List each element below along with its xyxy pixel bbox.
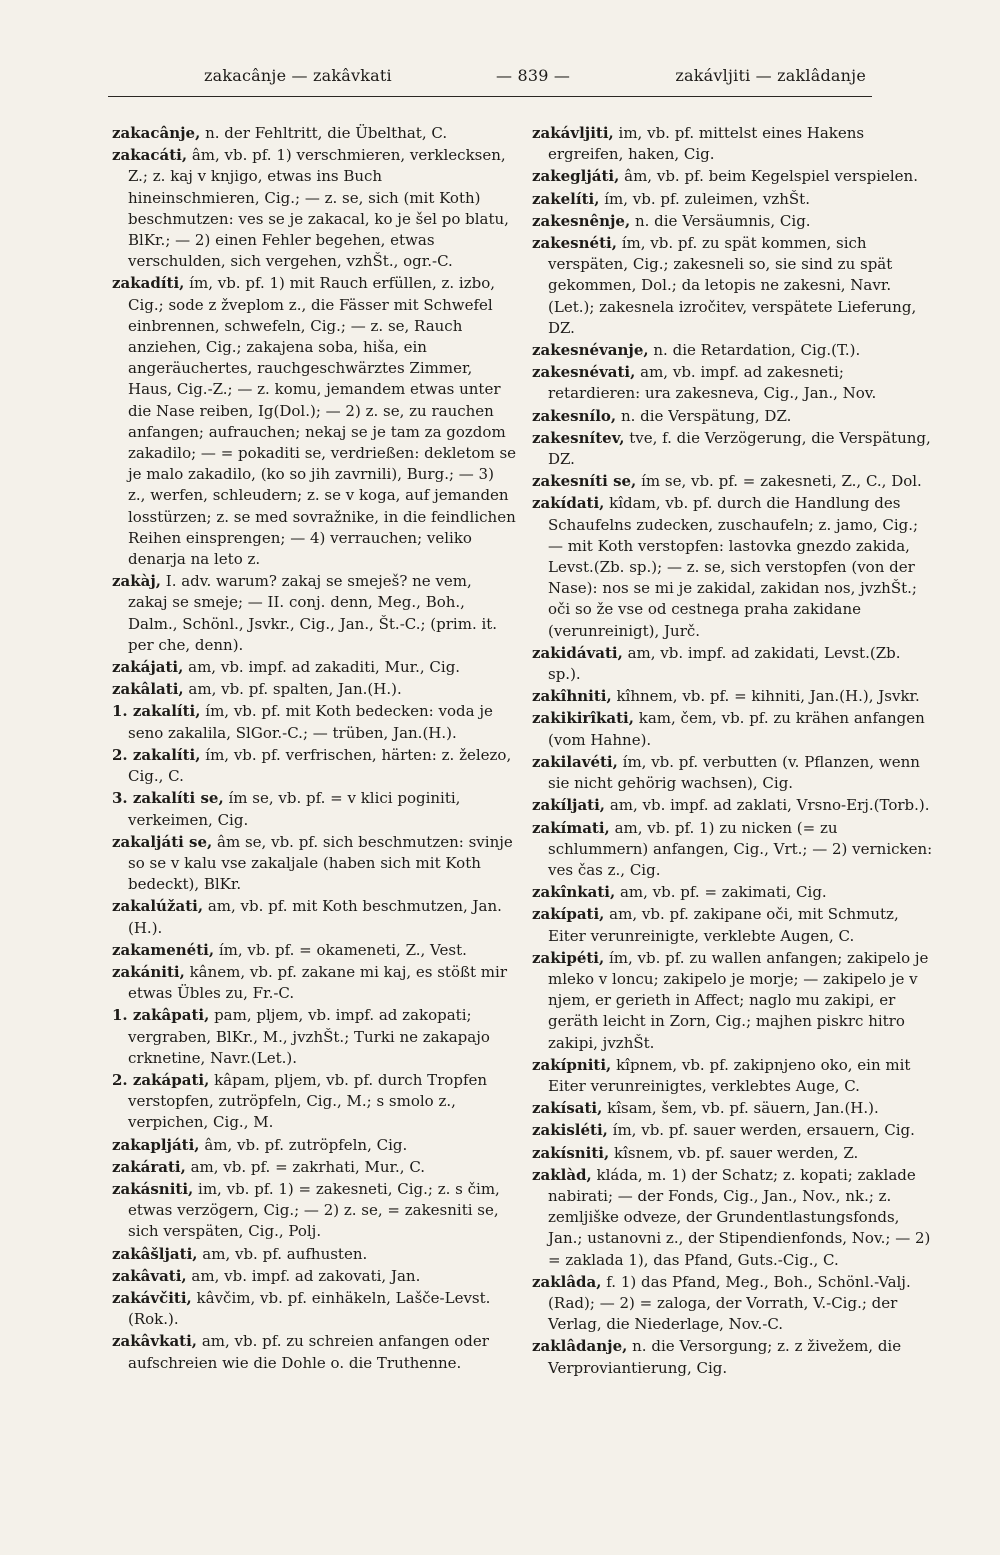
entry-definition: am, vb. impf. ad zaklati, Vrsno-Erj.(Torb.). bbox=[609, 796, 930, 815]
entry-headword: zakíljati, bbox=[532, 796, 606, 815]
entry-definition: tve, f. die Verzögerung, die Verspätung, DZ. bbox=[548, 428, 931, 469]
entry-definition: kâvčim, vb. pf. einhäkeln, Lašče-Levst.(Rok.). bbox=[128, 1288, 491, 1329]
entry-headword: zakadíti, bbox=[112, 274, 185, 293]
entry-headword: zakamenéti, bbox=[112, 940, 215, 959]
entry-headword: zakísati, bbox=[532, 1099, 603, 1118]
entry-definition: ím, vb. pf. sauer werden, ersauern, Cig. bbox=[612, 1121, 915, 1140]
entry-definition: am, vb. impf. ad zakesneti; retardieren: ura zakesneva, Cig., Jan., Nov. bbox=[548, 363, 877, 403]
dictionary-entry bbox=[532, 948, 936, 1054]
dictionary-entry bbox=[112, 1244, 516, 1265]
dictionary-entry bbox=[532, 686, 936, 707]
entry-definition: n. die Versäumnis, Cig. bbox=[634, 211, 811, 230]
entry-headword: zakapljáti, bbox=[112, 1135, 200, 1154]
entry-headword: zakásniti, bbox=[112, 1179, 194, 1198]
entry-definition: n. die Verspätung, DZ. bbox=[620, 406, 792, 425]
entry-definition: am, vb. pf. = zakrhati, Mur., C. bbox=[190, 1157, 426, 1176]
dictionary-entry bbox=[112, 1005, 516, 1069]
entry-definition: im, vb. pf. 1) = zakesneti, Cig.; z. s čim, etwas verzögern, Cig.; — 2) z. se, = zakesniti se, sich verspäten, Cig., Polj. bbox=[128, 1179, 500, 1241]
entry-definition: I. adv. warum? zakaj se smeješ? ne vem, zakaj se smeje; — II. conj. denn, Meg., Boh., Dalm., Schönl., Jsvkr., Cig., Jan., Št.-C.; (prim. it. per che, denn). bbox=[128, 572, 498, 654]
entry-definition: kânem, vb. pf. zakane mi kaj, es stößt mir etwas Übles zu, Fr.-C. bbox=[128, 962, 507, 1003]
dictionary-entry bbox=[112, 745, 516, 787]
dictionary-entry bbox=[532, 471, 936, 492]
dictionary-entry bbox=[112, 1179, 516, 1243]
entry-definition: am, vb. pf. zakipane oči, mit Schmutz, Eiter verunreinigte, verklebte Augen, C. bbox=[548, 905, 899, 945]
header-left-guideword: zakacânje — zakâvkati bbox=[204, 66, 392, 85]
dictionary-entry bbox=[532, 1143, 936, 1164]
dictionary-entry bbox=[532, 428, 936, 470]
entry-definition: kîsam, šem, vb. pf. säuern, Jan.(H.). bbox=[607, 1099, 879, 1118]
entry-headword: zaklâda, bbox=[532, 1272, 602, 1291]
dictionary-entry bbox=[112, 571, 516, 656]
entry-headword: zakînkati, bbox=[532, 883, 616, 902]
dictionary-entry bbox=[112, 1070, 516, 1134]
entry-definition: ím, vb. pf. mit Koth bedecken: voda je seno zakalila, SlGor.-C.; — trüben, Jan.(H.). bbox=[128, 702, 493, 742]
entry-headword: zakesnílo, bbox=[532, 406, 617, 425]
entry-headword: zakîhniti, bbox=[532, 687, 612, 706]
entry-definition: kîhnem, vb. pf. = kihniti, Jan.(H.), Jsvkr. bbox=[616, 687, 920, 706]
dictionary-entry bbox=[532, 406, 936, 427]
entry-headword: zakesnênje, bbox=[532, 211, 631, 230]
dictionary-entry bbox=[532, 882, 936, 903]
dictionary-entry bbox=[532, 233, 936, 339]
dictionary-entry bbox=[112, 788, 516, 830]
entry-headword: zakidávati, bbox=[532, 643, 623, 662]
entry-definition: pam, pljem, vb. impf. ad zakopati; vergraben, BlKr., M., jvzhŠt.; Turki ne zakapajo crknetine, Navr.(Let.). bbox=[128, 1006, 490, 1067]
dictionary-entry bbox=[112, 1135, 516, 1156]
entry-headword: zakípati, bbox=[532, 905, 605, 924]
dictionary-entry bbox=[532, 340, 936, 361]
entry-definition: n. die Versorgung; z. z živežem, die Verproviantierung, Cig. bbox=[548, 1337, 902, 1377]
dictionary-entry bbox=[112, 123, 516, 144]
entry-headword: zakikirîkati, bbox=[532, 709, 634, 728]
dictionary-entry bbox=[532, 1098, 936, 1119]
entry-headword: zakávčiti, bbox=[112, 1288, 192, 1307]
entry-definition: âm, vb. pf. beim Kegelspiel verspielen. bbox=[624, 167, 918, 186]
dictionary-entry bbox=[112, 273, 516, 570]
entry-headword: zakísniti, bbox=[532, 1143, 610, 1162]
entry-definition: kláda, m. 1) der Schatz; z. kopati; zaklade nabirati; — der Fonds, Cig., Jan., Nov., nk.; z. zemljiške odveze, der Grundentlastungsfonds, Jan.; ustanovni z., der Stipendienfonds, Nov.; — 2) = zaklada 1), das Pfand, Guts.-Cig., C. bbox=[548, 1165, 931, 1269]
entry-definition: ím, vb. pf. zu wallen anfangen; zakipelo je mleko v loncu; zakipelo je morje; — zakipelo je v njem, er gerieth in Affect; naglo mu zakipi, er geräth leicht in Zorn, Cig.; majhen piskrc hitro zakipi, jvzhŠt. bbox=[548, 948, 929, 1052]
entry-headword: zakacânje, bbox=[112, 124, 201, 142]
entry-definition: am, vb. impf. ad zakovati, Jan. bbox=[191, 1266, 421, 1285]
entry-definition: am, vb. impf. ad zakaditi, Mur., Cig. bbox=[188, 658, 461, 677]
entry-headword: zakájati, bbox=[112, 658, 184, 677]
entry-headword: zakelíti, bbox=[532, 189, 600, 208]
entry-headword: zakegljáti, bbox=[532, 167, 620, 186]
entry-headword: zaklâdanje, bbox=[532, 1337, 628, 1356]
dictionary-entry bbox=[532, 493, 936, 641]
header-right-guideword: zakávljiti — zaklâdanje bbox=[675, 66, 866, 85]
entry-headword: zakesnévati, bbox=[532, 363, 636, 382]
dictionary-entry bbox=[532, 211, 936, 232]
page-number: — 839 — bbox=[496, 66, 571, 85]
entry-headword: zakaljáti se, bbox=[112, 832, 213, 851]
entry-headword: zakilavéti, bbox=[532, 752, 618, 771]
entry-definition: ím se, vb. pf. = zakesneti, Z., C., Dol. bbox=[641, 472, 922, 491]
entry-definition: ím, vb. pf. verbutten (v. Pflanzen, wenn sie nicht gehörig wachsen), Cig. bbox=[548, 752, 920, 793]
entry-definition: n. der Fehltritt, die Übelthat, C. bbox=[205, 124, 448, 142]
dictionary-entry bbox=[112, 1288, 516, 1330]
dictionary-entry bbox=[532, 818, 936, 882]
entry-headword: zakesnévanje, bbox=[532, 341, 649, 360]
dictionary-entry bbox=[532, 643, 936, 685]
entry-definition: ím, vb. pf. = okameneti, Z., Vest. bbox=[218, 940, 467, 959]
entry-headword: zakídati, bbox=[532, 494, 605, 513]
dictionary-entry bbox=[532, 708, 936, 750]
dictionary-entry bbox=[112, 145, 516, 272]
dictionary-entry bbox=[112, 896, 516, 938]
entry-definition: ím, vb. pf. verfrischen, härten: z. železo, Cig., C. bbox=[128, 745, 512, 786]
dictionary-entry bbox=[112, 962, 516, 1004]
dictionary-entry bbox=[112, 832, 516, 896]
entry-definition: ím, vb. pf. zuleimen, vzhŠt. bbox=[604, 189, 810, 208]
entry-definition: kîdam, vb. pf. durch die Handlung des Schaufelns zudecken, zuschaufeln; z. jamo, Cig.; — mit Koth verstopfen: lastovka gnezdo zakida, Levst.(Zb. sp.); — z. se, sich verstopfen (von der Nase): nos se mi je zakidal, zakidan nos, jvzhŠt.; oči so že vse od cestnega praha zakidane (verunreinigt), Jurč. bbox=[548, 494, 919, 640]
dictionary-entry bbox=[532, 362, 936, 404]
dictionary-entry bbox=[112, 1331, 516, 1373]
entry-definition: kîpnem, vb. pf. zakipnjeno oko, ein mit Eiter verunreinigtes, verklebtes Auge, C. bbox=[548, 1055, 911, 1095]
entry-headword: 2. zakápati, bbox=[112, 1070, 210, 1089]
entry-definition: ím, vb. pf. zu spät kommen, sich verspäten, Cig.; zakesneli so, sie sind zu spät gekommen, Dol.; da letopis ne zakesni, Navr.(Let.); zakesnela izročitev, verspätete Lieferung, DZ. bbox=[548, 234, 917, 337]
dictionary-entry bbox=[532, 1336, 936, 1378]
entry-headword: zaklàd, bbox=[532, 1165, 592, 1184]
entry-headword: zakipéti, bbox=[532, 948, 605, 967]
dictionary-entry bbox=[112, 1157, 516, 1178]
entry-headword: zakâlati, bbox=[112, 680, 184, 699]
entry-definition: am, vb. pf. = zakimati, Cig. bbox=[619, 883, 827, 902]
dictionary-entry bbox=[532, 123, 936, 165]
dictionary-entry bbox=[112, 1266, 516, 1287]
entry-definition: âm, vb. pf. zutröpfeln, Cig. bbox=[204, 1135, 408, 1154]
entry-definition: im, vb. pf. mittelst eines Hakens ergreifen, haken, Cig. bbox=[548, 124, 865, 164]
entry-headword: zakâšljati, bbox=[112, 1244, 198, 1263]
entry-definition: am, vb. pf. spalten, Jan.(H.). bbox=[188, 680, 402, 699]
dictionary-entry bbox=[532, 904, 936, 946]
entry-definition: kâpam, pljem, vb. pf. durch Tropfen verstopfen, zutröpfeln, Cig., M.; s smolo z., verpichen, Cig., M. bbox=[128, 1070, 488, 1132]
dictionary-entry bbox=[112, 701, 516, 743]
entry-definition: am, vb. pf. zu schreien anfangen oder aufschreien wie die Dohle o. die Truthenne. bbox=[128, 1332, 489, 1372]
left-column bbox=[112, 123, 516, 1375]
entry-headword: zakâvati, bbox=[112, 1266, 187, 1285]
entry-definition: âm, vb. pf. 1) verschmieren, verklecksen, Z.; z. kaj v knjigo, etwas ins Buch hineinschmieren, Cig.; — z. se, sich (mit Koth) beschmutzen: ves se je zakacal, ko je šel po blatu, BlKr.; — 2) einen Fehler begehen, etwas verschulden, sich vergehen, vzhŠt., ogr.-C. bbox=[128, 146, 509, 271]
dictionary-entry bbox=[532, 1272, 936, 1336]
dictionary-entry bbox=[532, 189, 936, 210]
entry-definition: am, vb. pf. mit Koth beschmutzen, Jan.(H.). bbox=[128, 897, 502, 937]
entry-definition: ím, vb. pf. 1) mit Rauch erfüllen, z. izbo, Cig.; sode z žveplom z., die Fässer mit Schwefel einbrennen, schwefeln, Cig.; — z. se, Rauch anziehen, Cig.; zakajena soba, hiša, ein angeräuchertes, rauchgeschwärztes Zimmer, Haus, Cig.-Z.; — z. komu, jemandem etwas unter die Nase reiben, Ig(Dol.); — 2) z. se, zu rauchen anfangen; aufrauchen; nekaj se je tam za gozdom zakadilo; — = pokaditi se, verdrießen: dekletom se je malo zakadilo, (ko so jih zavrnili), Burg.; — 3) z., werfen, schleudern; z. se v koga, auf jemanden losstürzen; z. se med sovražnike, in die feindlichen Reihen einsprengen; — 4) verrauchen; veliko denarja na leto z. bbox=[128, 274, 517, 569]
entry-headword: zakàj, bbox=[112, 572, 161, 591]
entry-headword: zakesnítev, bbox=[532, 428, 625, 447]
dictionary-entry bbox=[532, 1055, 936, 1097]
entry-headword: zakávljiti, bbox=[532, 124, 614, 142]
entry-definition: n. die Retardation, Cig.(T.). bbox=[653, 341, 861, 360]
page-header bbox=[108, 62, 872, 97]
entry-definition: âm se, vb. pf. sich beschmutzen: svinje so se v kalu vse zakaljale (haben sich mit Koth bedeckt), BlKr. bbox=[128, 832, 513, 894]
entry-headword: 3. zakalíti se, bbox=[112, 789, 224, 808]
dictionary-entry bbox=[532, 795, 936, 816]
entry-definition: am, vb. pf. aufhusten. bbox=[202, 1244, 368, 1263]
dictionary-entry bbox=[112, 679, 516, 700]
entry-headword: zakacáti, bbox=[112, 146, 188, 165]
entry-headword: zakímati, bbox=[532, 818, 610, 837]
entry-headword: zakesnéti, bbox=[532, 234, 617, 253]
dictionary-entry bbox=[532, 1120, 936, 1141]
entry-headword: 1. zakalíti, bbox=[112, 702, 201, 721]
entry-definition: kam, čem, vb. pf. zu krähen anfangen (vom Hahne). bbox=[548, 709, 925, 749]
entry-headword: zakárati, bbox=[112, 1157, 186, 1176]
dictionary-entry bbox=[532, 752, 936, 794]
entry-definition: am, vb. pf. 1) zu nicken (= zu schlummern) anfangen, Cig., Vrt.; — 2) vernicken: ves čas z., Cig. bbox=[548, 818, 933, 879]
entry-headword: zakâvkati, bbox=[112, 1332, 198, 1351]
entry-definition: kîsnem, vb. pf. sauer werden, Z. bbox=[614, 1143, 859, 1162]
right-column bbox=[532, 123, 936, 1380]
entry-headword: 2. zakalíti, bbox=[112, 745, 201, 764]
entry-definition: am, vb. impf. ad zakidati, Levst.(Zb. sp.). bbox=[548, 643, 901, 684]
entry-headword: zakalúžati, bbox=[112, 897, 204, 916]
entry-headword: zakániti, bbox=[112, 962, 185, 981]
entry-definition: f. 1) das Pfand, Meg., Boh., Schönl.-Valj.(Rad); — 2) = zaloga, der Vorrath, V.-Cig.; der Verlag, die Niederlage, Nov.-C. bbox=[548, 1272, 911, 1334]
dictionary-entry bbox=[532, 1165, 936, 1271]
dictionary-entry bbox=[112, 657, 516, 678]
entry-headword: zakesníti se, bbox=[532, 472, 637, 491]
entry-headword: zakípniti, bbox=[532, 1055, 612, 1074]
dictionary-entry bbox=[532, 166, 936, 187]
entry-headword: 1. zakâpati, bbox=[112, 1006, 210, 1025]
entry-definition: ím se, vb. pf. = v klici poginiti, verkeimen, Cig. bbox=[128, 789, 461, 829]
entry-headword: zakisléti, bbox=[532, 1121, 608, 1140]
dictionary-entry bbox=[112, 940, 516, 961]
